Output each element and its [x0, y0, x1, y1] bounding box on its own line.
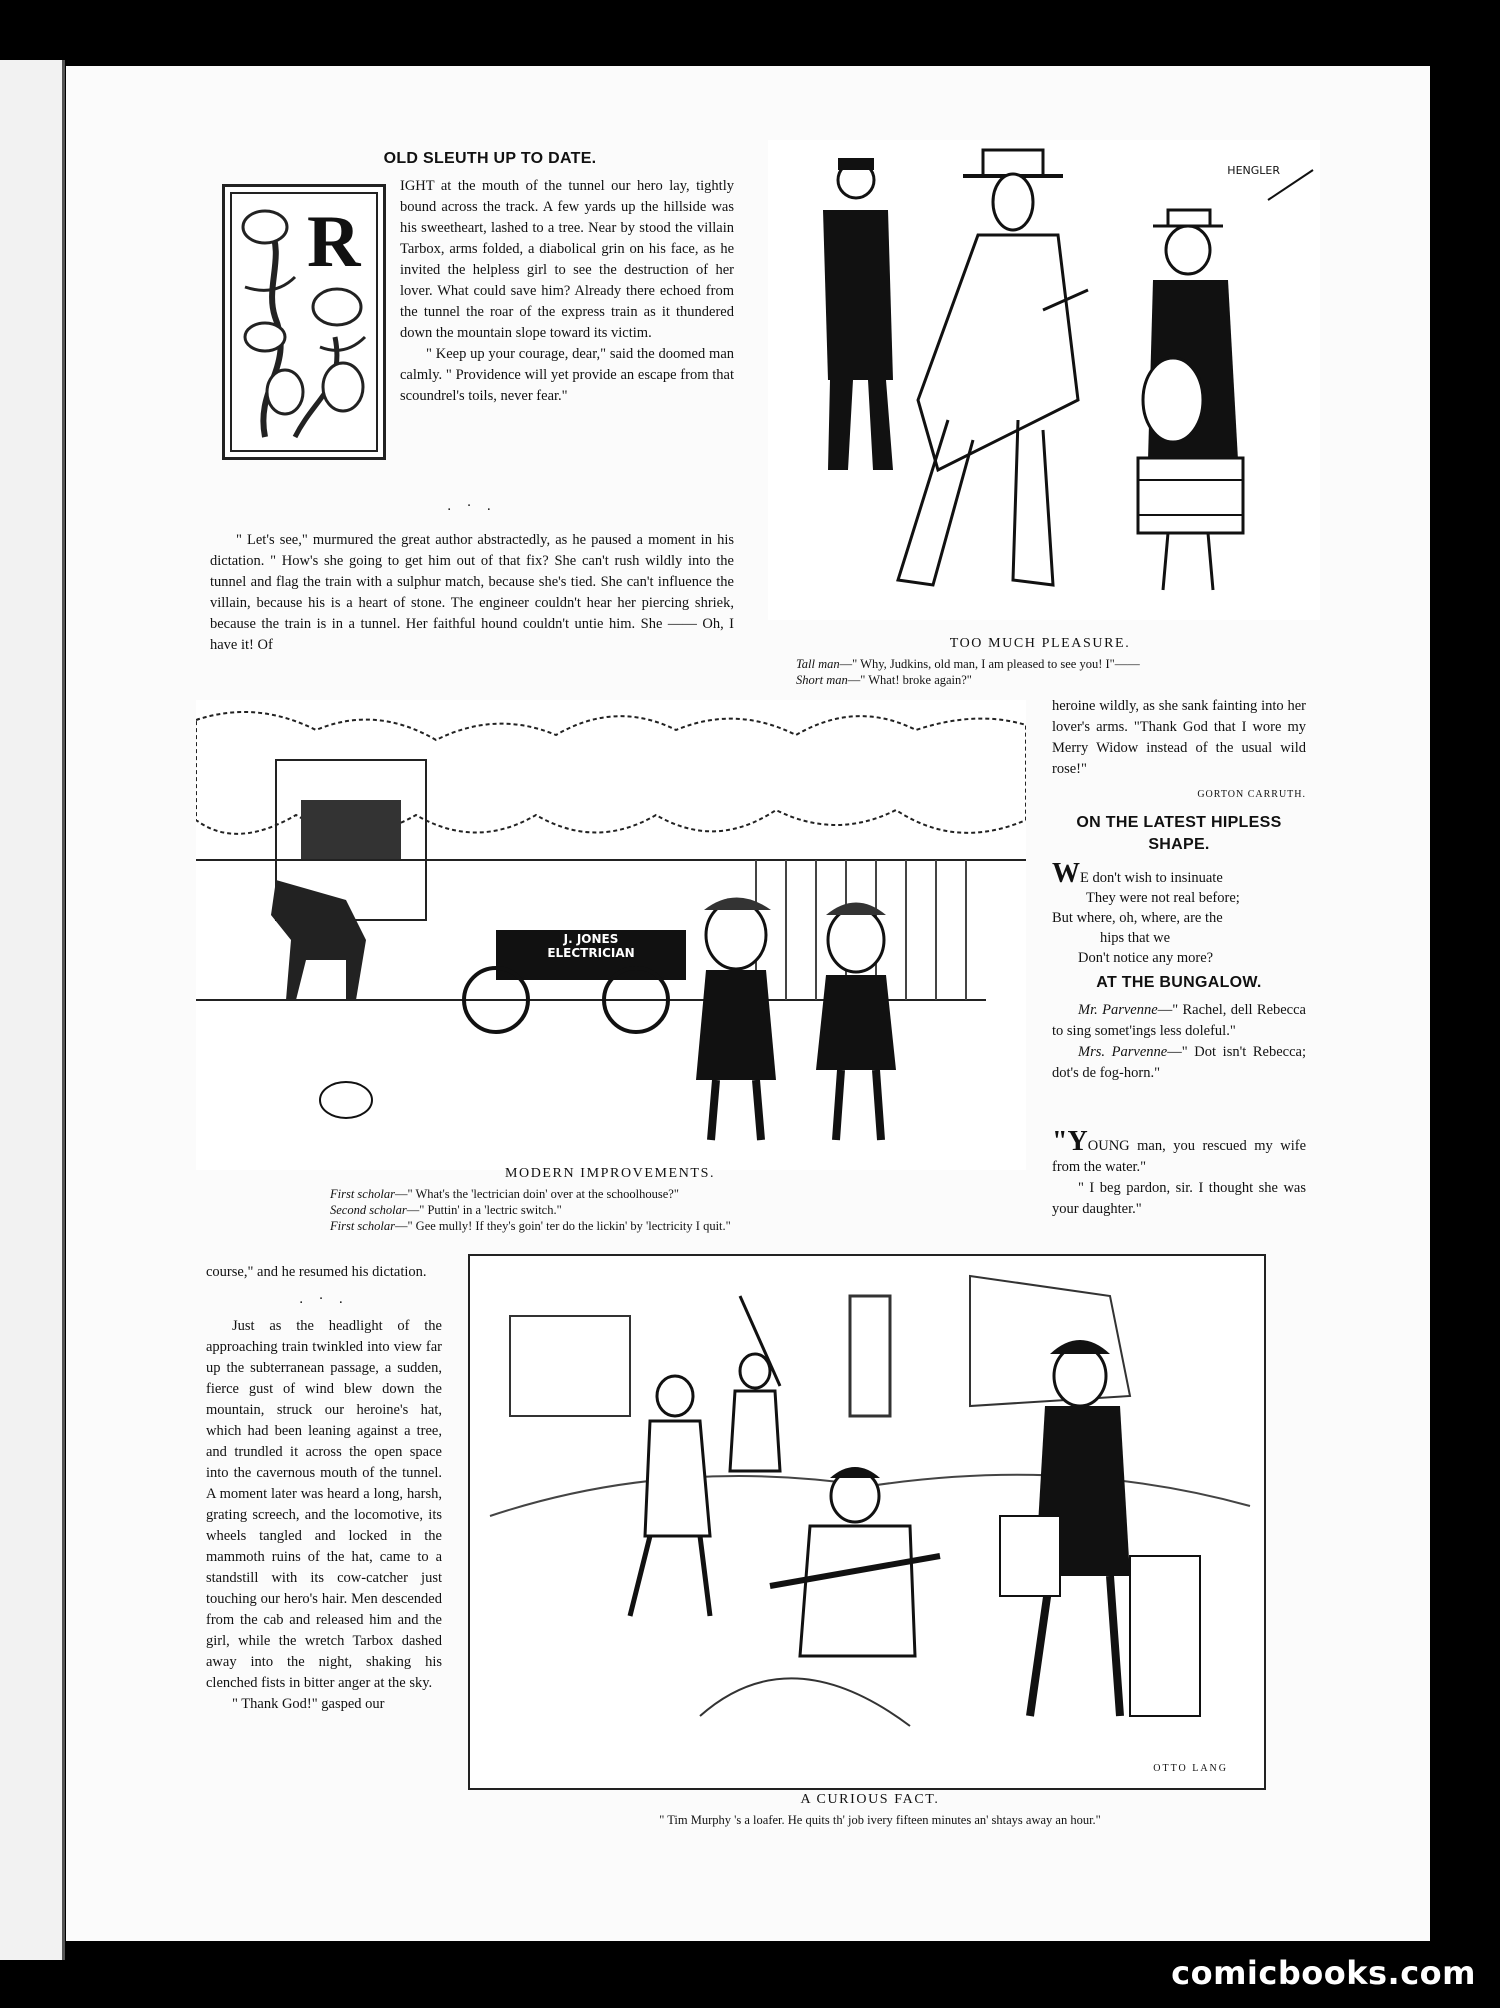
dialog-modern-improvements — [330, 1186, 1030, 1234]
wagon-sign-line-1: J. JONES — [563, 932, 619, 946]
previous-page-edge — [0, 60, 65, 1960]
hipless-dropcap: W — [1052, 858, 1080, 889]
line-first-scholar-1: —" What's the 'lectrician doin' over at the schoolhouse?" — [394, 1187, 679, 1201]
too-much-pleasure-illustration — [768, 140, 1320, 620]
story-paragraph-1 — [400, 176, 734, 407]
story-p6: " Thank God!" gasped our — [232, 1696, 385, 1712]
site-watermark: comicbooks.com — [1171, 1954, 1476, 1992]
hipless-line-2: They were not real before; — [1086, 890, 1240, 906]
story-title: OLD SLEUTH UP TO DATE. — [383, 150, 597, 167]
young-man-joke — [1052, 1126, 1306, 1220]
speaker-short-man: Short man — [796, 673, 848, 687]
artist-signature-hengler: HENGLER — [1227, 164, 1280, 177]
hipless-title-line-1: ON THE LATEST HIPLESS — [1076, 814, 1282, 831]
caption-a-curious-fact: A CURIOUS FACT. — [800, 1792, 940, 1807]
caption-modern-improvements: MODERN IMPROVEMENTS. — [504, 1166, 716, 1181]
hipless-line-3: But where, oh, where, are the — [1052, 910, 1223, 926]
artist-signature-otto-lang: OTTO LANG — [1153, 1763, 1228, 1774]
caption-too-much-pleasure: TOO MUCH PLEASURE. — [949, 636, 1131, 651]
dialog-a-curious-fact: " Tim Murphy 's a loafer. He quits th' job ivery fifteen minutes an' shtays away an hour." — [659, 1813, 1101, 1827]
story-p1: IGHT at the mouth of the tunnel our hero lay, tightly bound across the track. A few yards up the hillside was his sweetheart, lashed to a tree. Near by stood the villain Tarbox, arms folded, a diabolical grin on his face, as he invited the helpless girl to see the destruction of her lover. What could save him? Already there echoed from the tunnel the roar of the express train as it thundered down the mountain slope toward its victim. — [400, 178, 734, 341]
story-paragraph-2-wrap — [210, 490, 734, 523]
story-p2: " Keep up your courage, dear," said the doomed man calmly. " Providence will yet provide an escape from that scoundrel's toils, never fear." — [400, 346, 734, 404]
cartoon-a-curious-fact — [468, 1254, 1266, 1790]
line-first-scholar-2: —" Gee mully! If they's goin' ter do the lickin' by 'lectricity I quit." — [394, 1219, 731, 1233]
dropcap-letter: R — [307, 201, 361, 283]
story-continuation — [206, 1262, 442, 1715]
hipless-line-1: E don't wish to insinuate — [1080, 870, 1223, 886]
line-second-scholar: —" Puttin' in a 'lectric switch." — [406, 1203, 562, 1217]
story-paragraph-3 — [210, 530, 734, 656]
story-p4: course," and he resumed his dictation. — [206, 1264, 427, 1280]
dialog-too-much-pleasure — [796, 656, 1316, 688]
section-dots: . · . — [447, 498, 497, 514]
bungalow-text — [1052, 1000, 1306, 1084]
bungalow-speaker-1: Mr. Parvenne — [1078, 1002, 1158, 1018]
bungalow-title: AT THE BUNGALOW. — [1096, 974, 1262, 991]
curious-fact-illustration — [470, 1256, 1264, 1788]
line-short-man: —" What! broke again?" — [847, 673, 972, 687]
hipless-title-line-2: SHAPE. — [1148, 836, 1210, 853]
author-signature: GORTON CARRUTH. — [1197, 789, 1306, 800]
bungalow-speaker-2: Mrs. Parvenne — [1078, 1044, 1168, 1060]
ornamental-dropcap — [222, 184, 386, 460]
hipless-line-5: Don't notice any more? — [1078, 950, 1214, 966]
hipless-poem — [1052, 858, 1306, 968]
young-line-1: OUNG man, you rescued my wife from the water." — [1052, 1138, 1306, 1175]
speaker-first-scholar-again: First scholar — [330, 1219, 395, 1233]
speaker-tall-man: Tall man — [796, 657, 840, 671]
bungalow-line-2: —" Dot isn't Rebecca; dot's de fog-horn." — [1052, 1044, 1306, 1081]
story-p5: Just as the headlight of the approaching train twinkled into view far up the subterranean passage, a sudden, fierce gust of wind blew down the mountain, struck our heroine's hat, which had been leaning against a tree, and trundled it across the open space into the cavernous mouth of the tunnel. A moment later was heard a long, harsh, grating screech, and the locomotive, its wheels tangled and locked in the mammoth ruins of the hat, came to a standstill with its cow-catcher just touching our hero's hair. Men descended from the cab and released him and the girl, while the wretch Tarbox dashed away into the night, shaking his clenched fists in bitter anger at the sky. — [206, 1318, 442, 1691]
bungalow-line-1: —" Rachel, dell Rebecca to sing somet'ings less doleful." — [1052, 1002, 1306, 1039]
wagon-sign — [506, 932, 676, 960]
hipless-line-4: hips that we — [1100, 930, 1171, 946]
speaker-first-scholar: First scholar — [330, 1187, 395, 1201]
wagon-sign-line-2: ELECTRICIAN — [547, 946, 635, 960]
section-dots-2: . · . — [299, 1291, 349, 1307]
story-p7: heroine wildly, as she sank fainting into her lover's arms. "Thank God that I wore my Merry Widow instead of the usual wild rose!" — [1052, 698, 1306, 777]
young-line-2: " I beg pardon, sir. I thought she was your daughter." — [1052, 1180, 1306, 1217]
cartoon-modern-improvements — [196, 700, 1026, 1170]
speaker-second-scholar: Second scholar — [330, 1203, 407, 1217]
story-conclusion — [1052, 696, 1306, 805]
line-tall-man: —" Why, Judkins, old man, I am pleased to see you! I"—— — [839, 657, 1140, 671]
cartoon-too-much-pleasure — [768, 140, 1320, 620]
story-p3: " Let's see," murmured the great author abstractedly, as he paused a moment in his dictation. " How's she going to get him out of that fix? She can't rush wildly into the tunnel and flag the train with a sulphur match, because she's tied. She can't influence the villain, because his is a heart of stone. The engineer couldn't hear her piercing shriek, because the train is in a tunnel. Her faithful hound couldn't untie him. She —— Oh, I have it! Of — [210, 532, 734, 653]
young-dropcap: "Y — [1052, 1126, 1088, 1157]
hipless-title — [1052, 812, 1306, 856]
